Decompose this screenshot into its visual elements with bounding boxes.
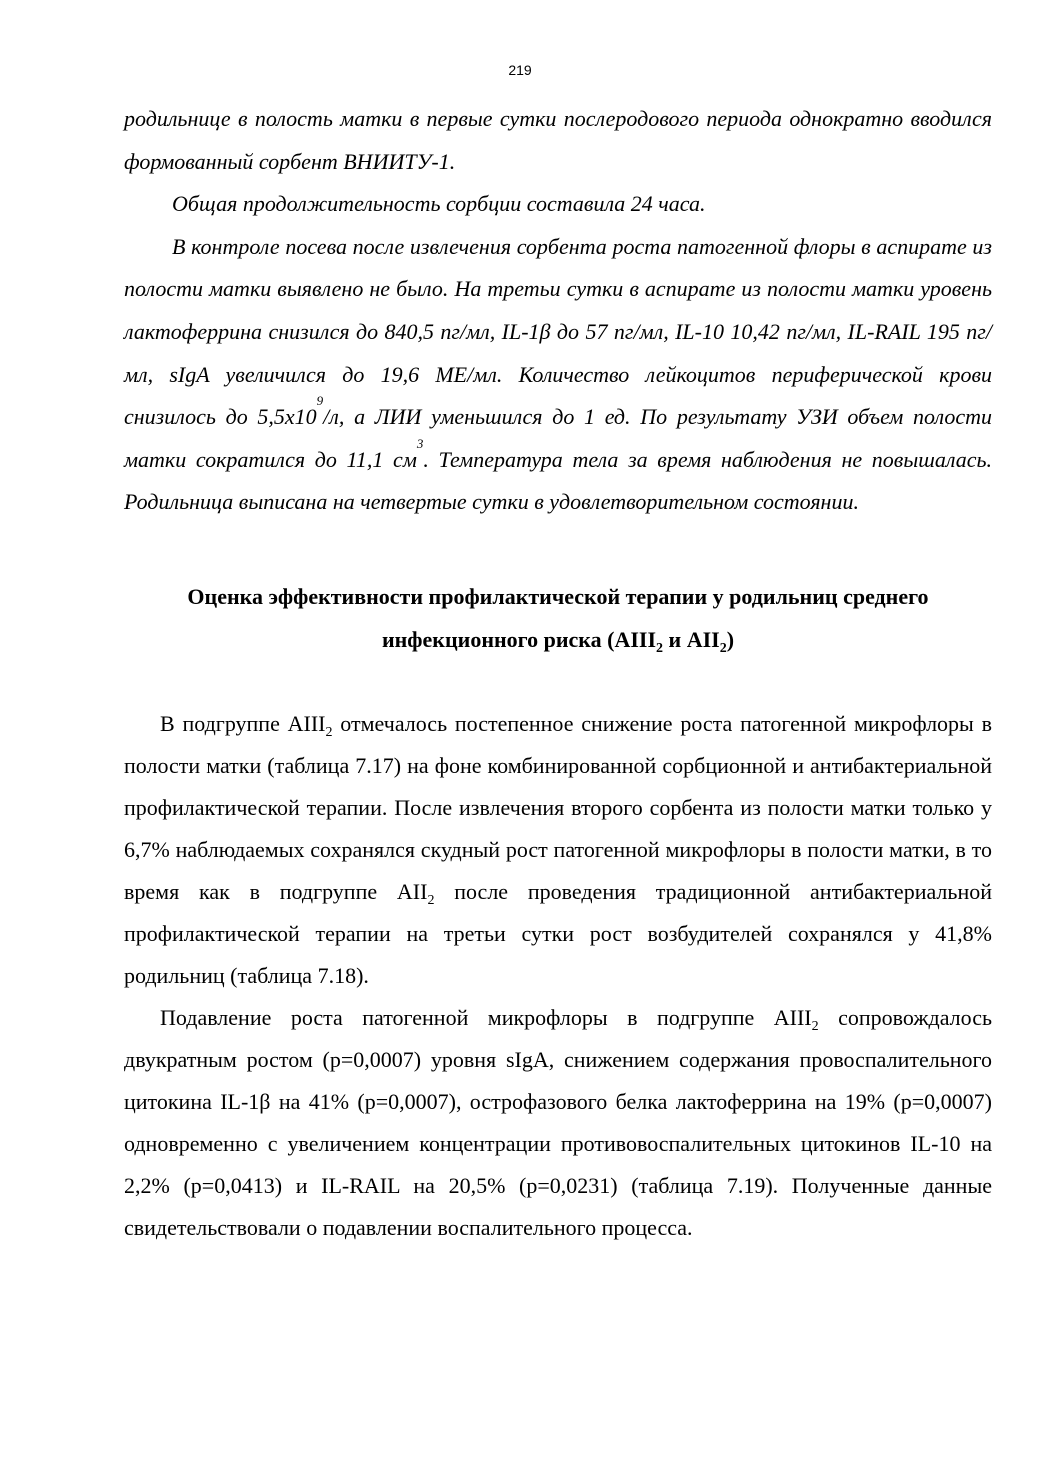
- section-heading-line-2-b: и АII: [663, 626, 720, 652]
- italic-paragraph-3-part-a: В контроле посева после извлечения сорбента роста патогенной флоры в аспирате из полости матки выявлено не было. На третьи сутки в аспирате из полости матки уровень лактоферрина снизился до 840,5 пг/мл, IL-1β до 57 пг/мл, IL-10 10,42 пг/мл, IL-RAIL 195 пг/мл, sIgA увеличился до 19,6 МЕ/мл. Количество лейкоцитов периферической крови снизилось до 5,5х10: [124, 233, 992, 430]
- body-paragraph-1-part-c: после проведения традиционной антибактериальной профилактической терапии на третьи сутки рост возбудителей сохранялся у 41,8% родильниц (таблица 7.18).: [124, 879, 992, 989]
- exponent-nine: 9: [316, 393, 324, 409]
- heading-subscript-2: 2: [719, 640, 727, 656]
- italic-paragraph-1: родильнице в полость матки в первые сутки послеродового периода однократно вводился формованный сорбент ВНИИТУ-1.: [124, 106, 992, 174]
- page-content: [124, 98, 992, 1249]
- body-subscript-3: 2: [811, 1019, 819, 1035]
- body-paragraph-1-part-a: В подгруппе АIII: [160, 711, 326, 737]
- body-paragraph-1-part-b: отмечалось постепенное снижение роста патогенной микрофлоры в полости матки (таблица 7.17) на фоне комбинированной сорбционной и антибактериальной профилактической терапии. После извлечения второго сорбента из полости матки только у 6,7% наблюдаемых сохранялся скудный рост патогенной микрофлоры в полости матки, в то время как в подгруппе АII: [124, 711, 993, 905]
- section-heading-line-1: Оценка эффективности профилактической терапии у родильниц среднего: [187, 583, 929, 609]
- body-paragraph-2: [124, 997, 992, 1249]
- section-heading: [124, 576, 992, 661]
- italic-paragraph-3-part-b: /л, а ЛИИ уменьшился до 1 ед. По результату УЗИ объем полости матки сократился до 11,1 см: [124, 404, 992, 472]
- section-heading-line-2-a: инфекционного риска (АIII: [381, 626, 657, 652]
- italic-paragraph-2: Общая продолжительность сорбции составила 24 часа.: [172, 191, 706, 217]
- page-number: 219: [508, 62, 532, 78]
- italic-paragraph-3-part-c: . Температура тела за время наблюдения не повышалась. Родильница выписана на четвертые сутки в удовлетворительном состоянии.: [124, 446, 992, 515]
- italic-paragraph-3: [124, 226, 992, 524]
- section-heading-line-2-c: ): [726, 626, 735, 652]
- body-subscript-1: 2: [325, 725, 333, 741]
- exponent-three: 3: [416, 435, 424, 451]
- heading-subscript-1: 2: [656, 640, 664, 656]
- body-paragraph-2-part-a: Подавление роста патогенной микрофлоры в подгруппе АIII: [160, 1005, 812, 1031]
- body-paragraph-2-part-b: сопровождалось двукратным ростом (р=0,0007) уровня sIgA, снижением содержания провоспалительного цитокина IL-1β на 41% (р=0,0007), острофазового белка лактоферрина на 19% (р=0,0007) одновременно с увеличением концентрации противовоспалительных цитокинов IL-10 на 2,2% (р=0,0413) и IL-RAIL на 20,5% (р=0,0231) (таблица 7.19). Полученные данные свидетельствовали о подавлении воспалительного процесса.: [124, 1005, 992, 1241]
- body-subscript-2: 2: [427, 893, 435, 909]
- body-paragraph-1: [124, 703, 992, 997]
